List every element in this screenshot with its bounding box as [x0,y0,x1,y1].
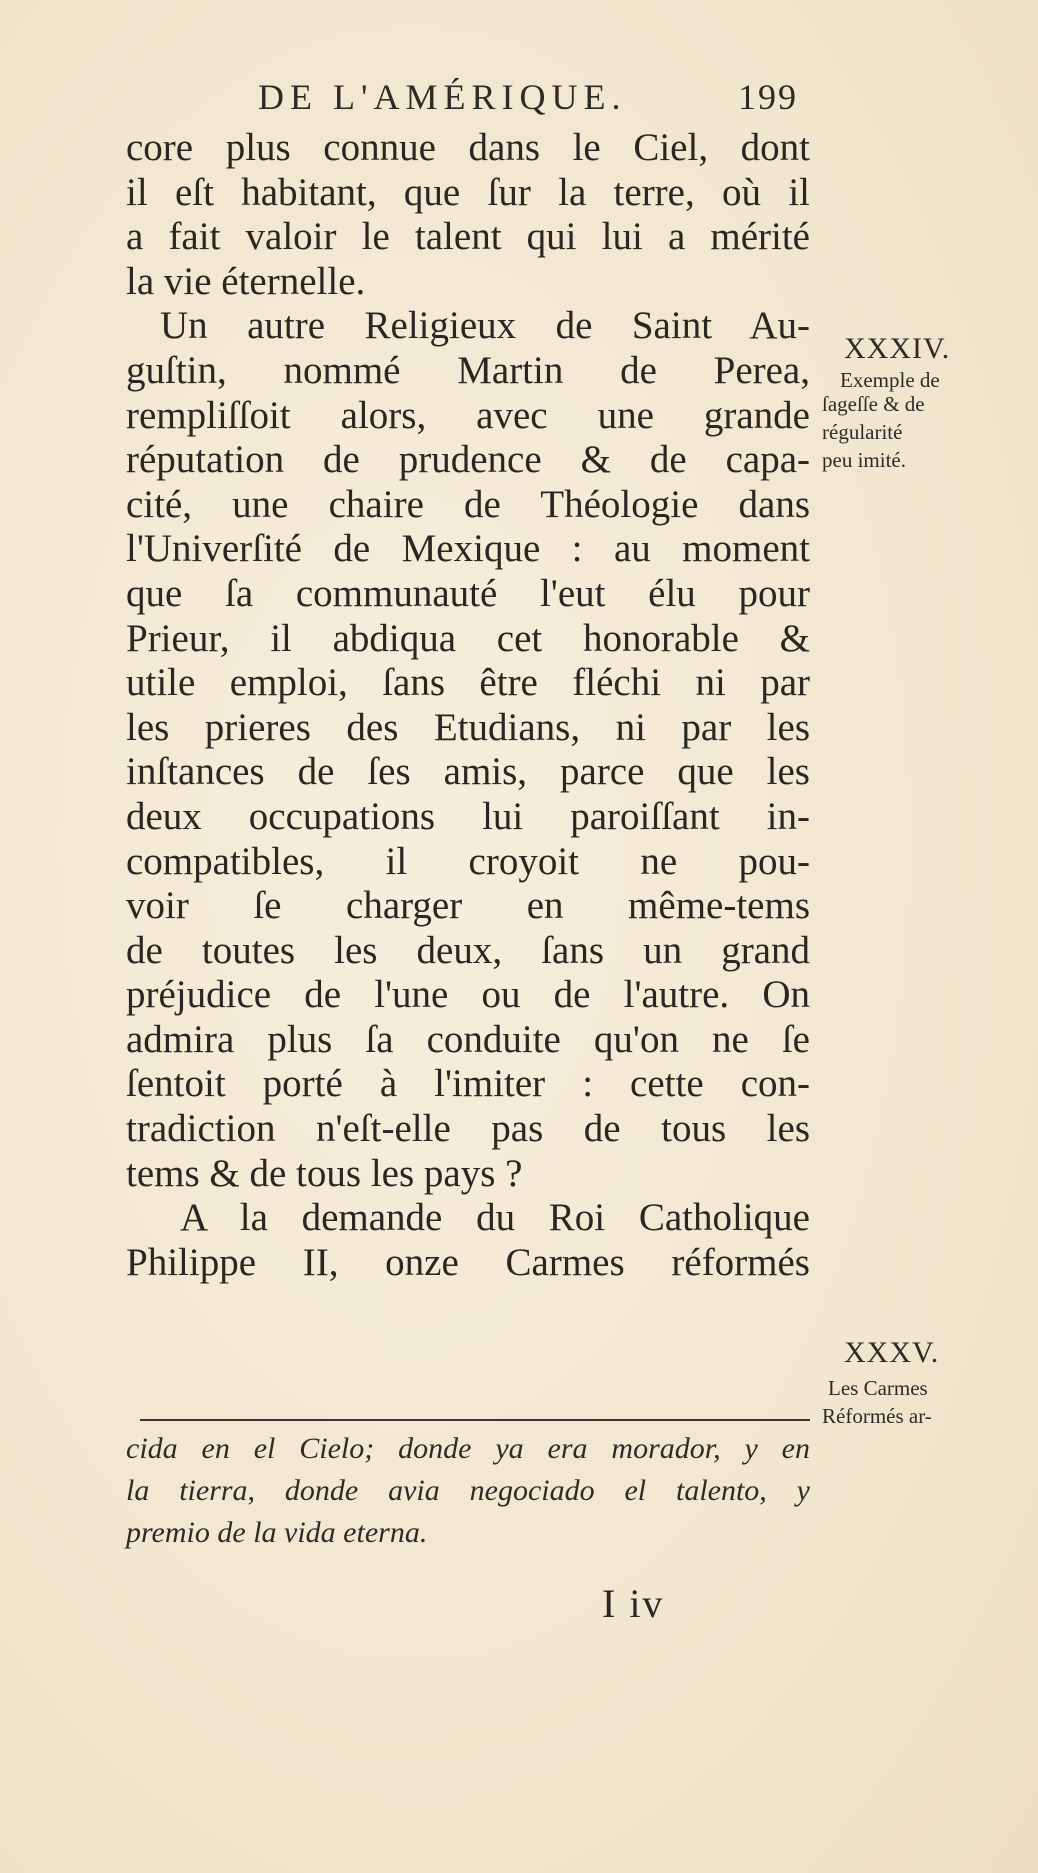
footnote-line: cida en el Cielo; donde ya era morador, y en [126,1432,810,1465]
margin-note-number: XXXV. [844,1336,940,1369]
margin-note-line: Réformés ar- [822,1404,932,1428]
text-line: ſentoit porté à l'imiter : cette con- [126,1062,810,1106]
text-line: core plus connue dans le Ciel, dont [126,126,810,169]
footnote-line: la tierra, donde avia negociado el talento, y [126,1474,810,1507]
text-line: deux occupations lui paroiſſant in- [126,794,810,838]
margin-note-line: peu imité. [822,448,906,472]
margin-note-xxxv [822,1336,1022,1428]
text-line: admira plus ſa conduite qu'on ne ſe [126,1017,810,1061]
text-line: voir ſe charger en même-tems [126,884,810,928]
text-line: Prieur, il abdiqua cet honorable & [126,616,810,660]
margin-note-line: Les Carmes [828,1376,928,1400]
text-line: guſtin, nommé Martin de Perea, [126,348,810,392]
text-line: réputation de prudence & de capa- [126,438,810,482]
text-line: Philippe II, onze Carmes réformés [126,1240,810,1284]
text-line: a fait valoir le talent qui lui a mérité [126,215,810,259]
text-line: A la demande du Roi Catholique [180,1196,810,1240]
page-number: 199 [738,77,798,117]
text-line: Un autre Religieux de Saint Au- [160,304,810,348]
text-line: tems & de tous les pays ? [126,1151,523,1195]
footnote [126,1428,810,1554]
running-header [258,66,818,126]
text-line: compatibles, il croyoit ne pou- [126,839,810,883]
margin-note-line: Exemple de [840,368,940,392]
main-text [126,126,810,1285]
text-line: préjudice de l'une ou de l'autre. On [126,973,810,1017]
margin-note-number: XXXIV. [844,332,951,365]
text-line: l'Univerſité de Mexique : au moment [126,527,810,571]
footnote-line: premio de la vida eterna. [126,1516,428,1549]
text-line: que ſa communauté l'eut élu pour [126,571,810,615]
text-line: inſtances de ſes amis, parce que les [126,750,810,794]
margin-note-line: régularité [822,420,903,444]
text-line: utile emploi, ſans être fléchi ni par [126,661,810,705]
text-line: la vie éternelle. [126,259,366,303]
text-line: de toutes les deux, ſans un grand [126,928,810,972]
margin-note-xxxiv [822,332,1022,472]
margin-note-line: ſageſſe & de [822,392,925,416]
text-line: tradiction n'eſt-elle pas de tous les [126,1107,810,1151]
text-line: cité, une chaire de Théologie dans [126,482,810,526]
text-line: les prieres des Etudians, ni par les [126,705,810,749]
text-line: il eſt habitant, que ſur la terre, où il [126,170,810,214]
running-title: DE L'AMÉRIQUE. [258,77,627,117]
text-line: rempliſſoit alors, avec une grande [126,393,810,437]
footnote-rule [140,1419,810,1421]
signature-mark: I iv [602,1581,665,1626]
